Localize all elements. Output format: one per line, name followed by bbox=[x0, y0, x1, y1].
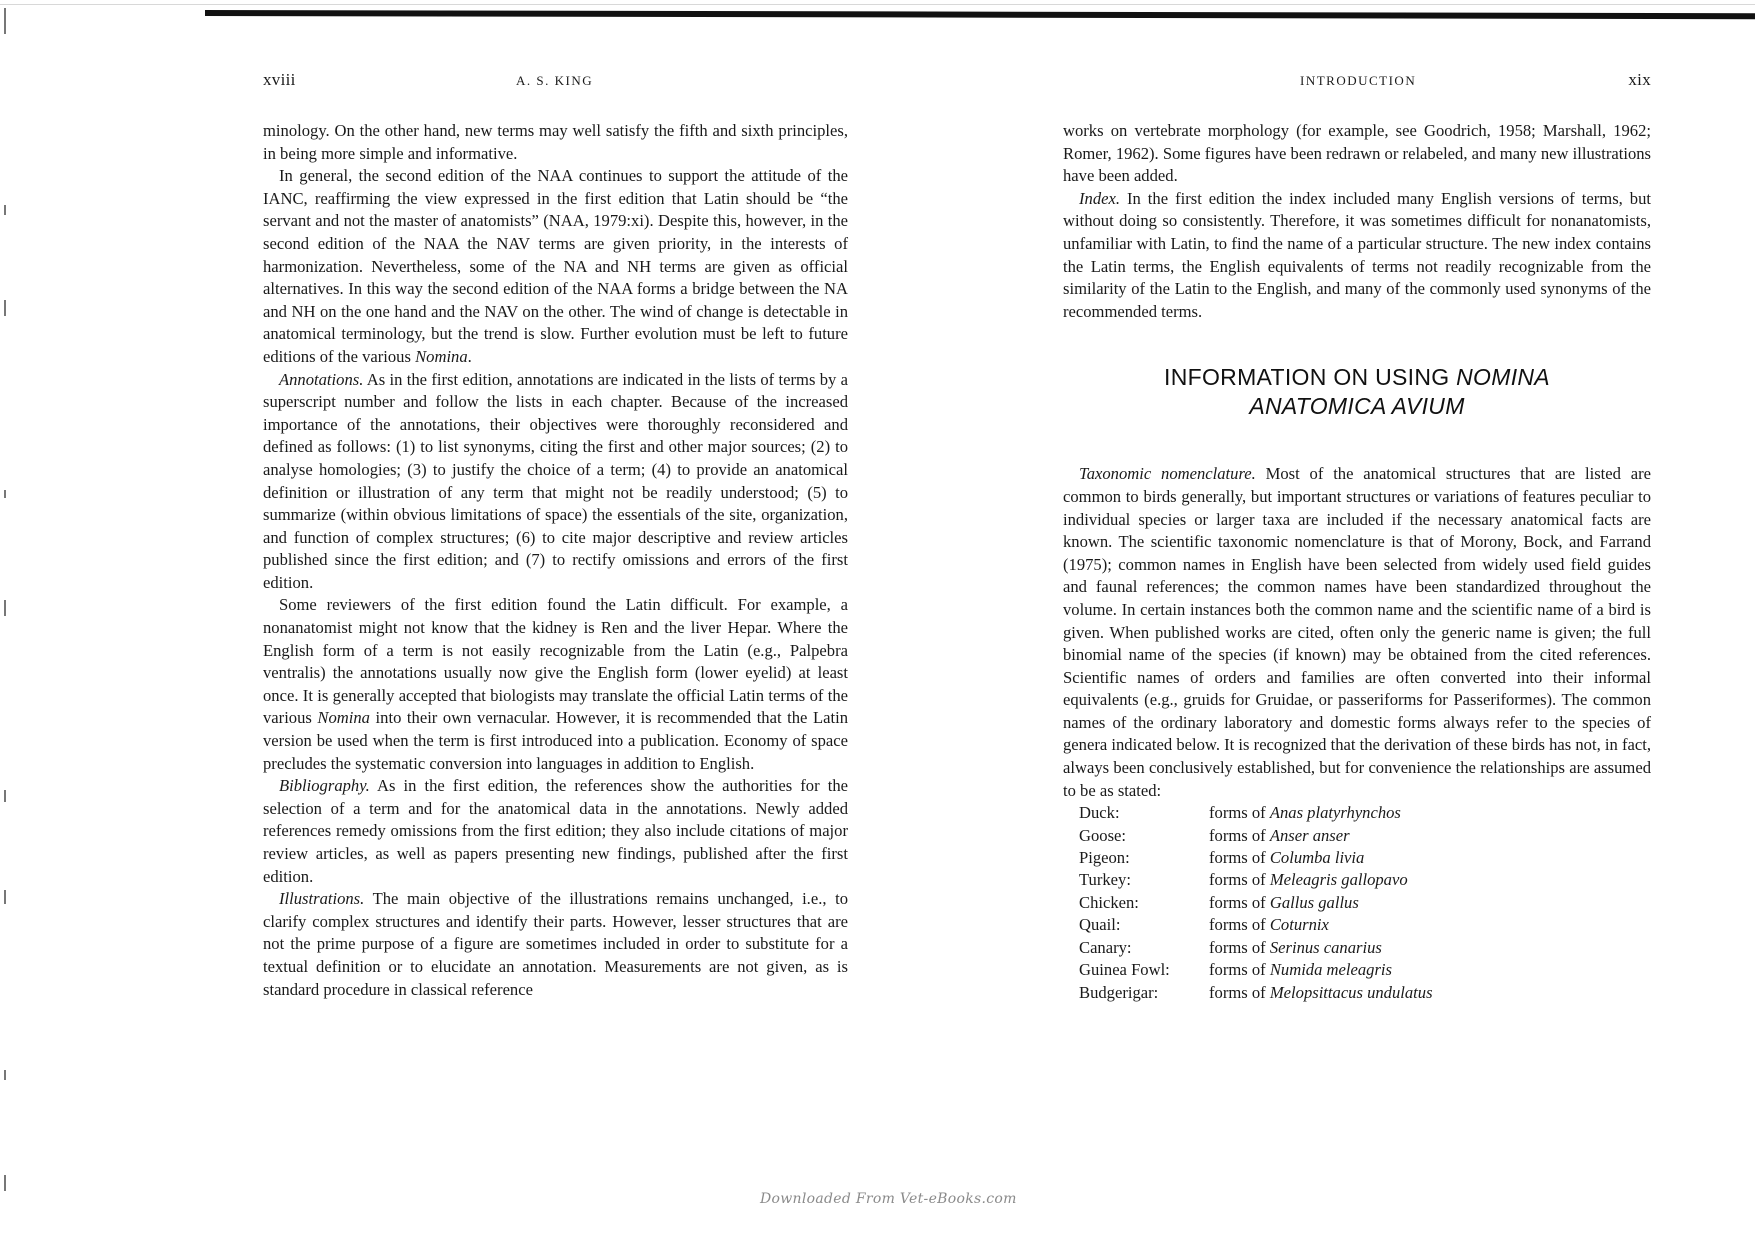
scan-edge-line bbox=[0, 4, 1755, 5]
download-watermark: Downloaded From Vet-eBooks.com bbox=[760, 1191, 1017, 1207]
species-row: Quail: forms of Coturnix bbox=[1079, 915, 1329, 935]
right-page-number: xix bbox=[1628, 70, 1651, 89]
right-page bbox=[1063, 70, 1651, 1004]
paragraph: works on vertebrate morphology (for example, see Goodrich, 1958; Marshall, 1962; Romer, 1962). Some figures have been redrawn or relabeled, and many new illustrations have been added. bbox=[1063, 121, 1651, 186]
paragraph: Bibliography. As in the first edition, the references show the authorities for the selection of a term and for the anatomical data in the annotations. Newly added references remedy omissions from the first edition; they also include citations of major review articles, as well as papers presenting new findings, published after the first edition. bbox=[263, 776, 848, 886]
paragraph: Index. In the first edition the index included many English versions of terms, but without doing so consistently. Therefore, it was sometimes difficult for nonanatomists, unfamiliar with Latin, to find the name of a particular structure. The new index contains the Latin terms, the English equivalents of terms not readily recognizable from the similarity of the Latin to the English, and many of the commonly used synonyms of the recommended terms. bbox=[1063, 188, 1651, 321]
species-list bbox=[1063, 802, 1651, 1004]
binding-edge-marks bbox=[4, 0, 7, 1243]
species-row: Turkey: forms of Meleagris gallopavo bbox=[1079, 870, 1408, 890]
left-running-head bbox=[263, 70, 848, 100]
paragraph: Some reviewers of the first edition found the Latin difficult. For example, a nonanatomist might not know that the kidney is Ren and the liver Hepar. Where the English form of a term is not easily recognizable from the Latin (e.g., Palpebra ventralis) the annotations usually now give the English form (lower eyelid) at least once. It is generally accepted that biologists may translate the official Latin terms of the various Nomina into their own vernacular. However, it is recommended that the Latin version be used when the term is first introduced into a publication. Economy of space precludes the systematic conversion into languages in addition to English. bbox=[263, 595, 848, 773]
species-row: Chicken: forms of Gallus gallus bbox=[1079, 892, 1359, 912]
left-page-number: xviii bbox=[263, 70, 296, 89]
species-row: Duck: forms of Anas platyrhynchos bbox=[1079, 803, 1401, 823]
right-running-head bbox=[1063, 70, 1651, 100]
page-top-rule bbox=[205, 10, 1755, 19]
left-body-text bbox=[263, 120, 848, 1001]
species-row: Pigeon: forms of Columba livia bbox=[1079, 848, 1365, 868]
species-row: Guinea Fowl: forms of Numida meleagris bbox=[1079, 960, 1392, 980]
species-row: Canary: forms of Serinus canarius bbox=[1079, 937, 1382, 957]
paragraph: Illustrations. The main objective of the illustrations remains unchanged, i.e., to clarify complex structures and identify their parts. However, lesser structures that are not the prime purpose of a figure are sometimes included in order to substitute for a textual definition or to elucidate an annotation. Measurements are not given, as is standard procedure in classical reference bbox=[263, 889, 848, 999]
right-body-text bbox=[1063, 120, 1651, 1004]
run-in-heading: Index. bbox=[1079, 188, 1120, 208]
run-in-heading: Annotations. bbox=[279, 369, 364, 389]
right-running-title: INTRODUCTION bbox=[1300, 73, 1417, 88]
paragraph: Annotations. As in the first edition, annotations are indicated in the lists of terms by a superscript number and follow the lists in each chapter. Because of the increased importance of the annotations, their objectives were thoroughly reconsidered and defined as follows: (1) to list synonyms, citing the first and other major sources; (2) to analyse homologies; (3) to justify the choice of a term; (4) to provide an anatomical definition or illustration of any term that might not be readily understood; (5) to summarize (within obvious limitations of space) the essentials of the site, organization, and function of complex structures; (6) to cite major descriptive and review articles published since the first edition; and (7) to rectify omissions and errors of the first edition. bbox=[263, 369, 848, 592]
species-row: Goose: forms of Anser anser bbox=[1079, 825, 1350, 845]
left-running-title: A. S. KING bbox=[516, 73, 594, 88]
run-in-heading: Illustrations. bbox=[279, 889, 365, 909]
section-heading: INFORMATION ON USING NOMINA ANATOMICA AVIUM bbox=[1164, 364, 1550, 420]
paragraph: Taxonomic nomenclature. Most of the anatomical structures that are listed are common to birds generally, but important structures or variations of features peculiar to individual species or larger taxa are included if the necessary anatomical facts are known. The scientific taxonomic nomenclature is that of Morony, Bock, and Farrand (1975); common names in English have been selected from widely used field guides and faunal references; the common names have been standardized throughout the volume. In certain instances both the common name and the scientific name of a bird is given. When published works are cited, often only the generic name is given; the full binomial name of the species (if known) may be obtained from the cited references. Scientific names of orders and families are often converted into their informal equivalents (e.g., gruids for Gruidae, or passeriforms for Passeriformes). The common names of the ordinary laboratory and domestic forms always refer to the species of genera indicated below. It is recognized that the derivation of these birds has not, in fact, always been conclusively established, but for convenience the relationships are assumed to be as stated: bbox=[1063, 464, 1652, 800]
run-in-heading: Taxonomic nomenclature. bbox=[1079, 464, 1256, 484]
paragraph: minology. On the other hand, new terms may well satisfy the fifth and sixth principles, in being more simple and informative. bbox=[263, 121, 848, 163]
species-row: Budgerigar: forms of Melopsittacus undulatus bbox=[1079, 982, 1433, 1002]
paragraph: In general, the second edition of the NAA continues to support the attitude of the IANC, reaffirming the view expressed in the first edition that Latin should be “the servant and not the master of anatomists” (NAA, 1979:xi). Despite this, however, in the second edition of the NAA the NAV terms are given priority, in the interests of harmonization. Nevertheless, some of the NA and NH terms are given as official alternatives. In this way the second edition of the NAA forms a bridge between the NA and NH on the one hand and the NAV on the other. The wind of change is detectable in anatomical terminology, but the trend is slow. Further evolution must be left to future editions of the various Nomina. bbox=[263, 166, 848, 366]
run-in-heading: Bibliography. bbox=[279, 776, 370, 796]
left-page bbox=[263, 70, 848, 1001]
